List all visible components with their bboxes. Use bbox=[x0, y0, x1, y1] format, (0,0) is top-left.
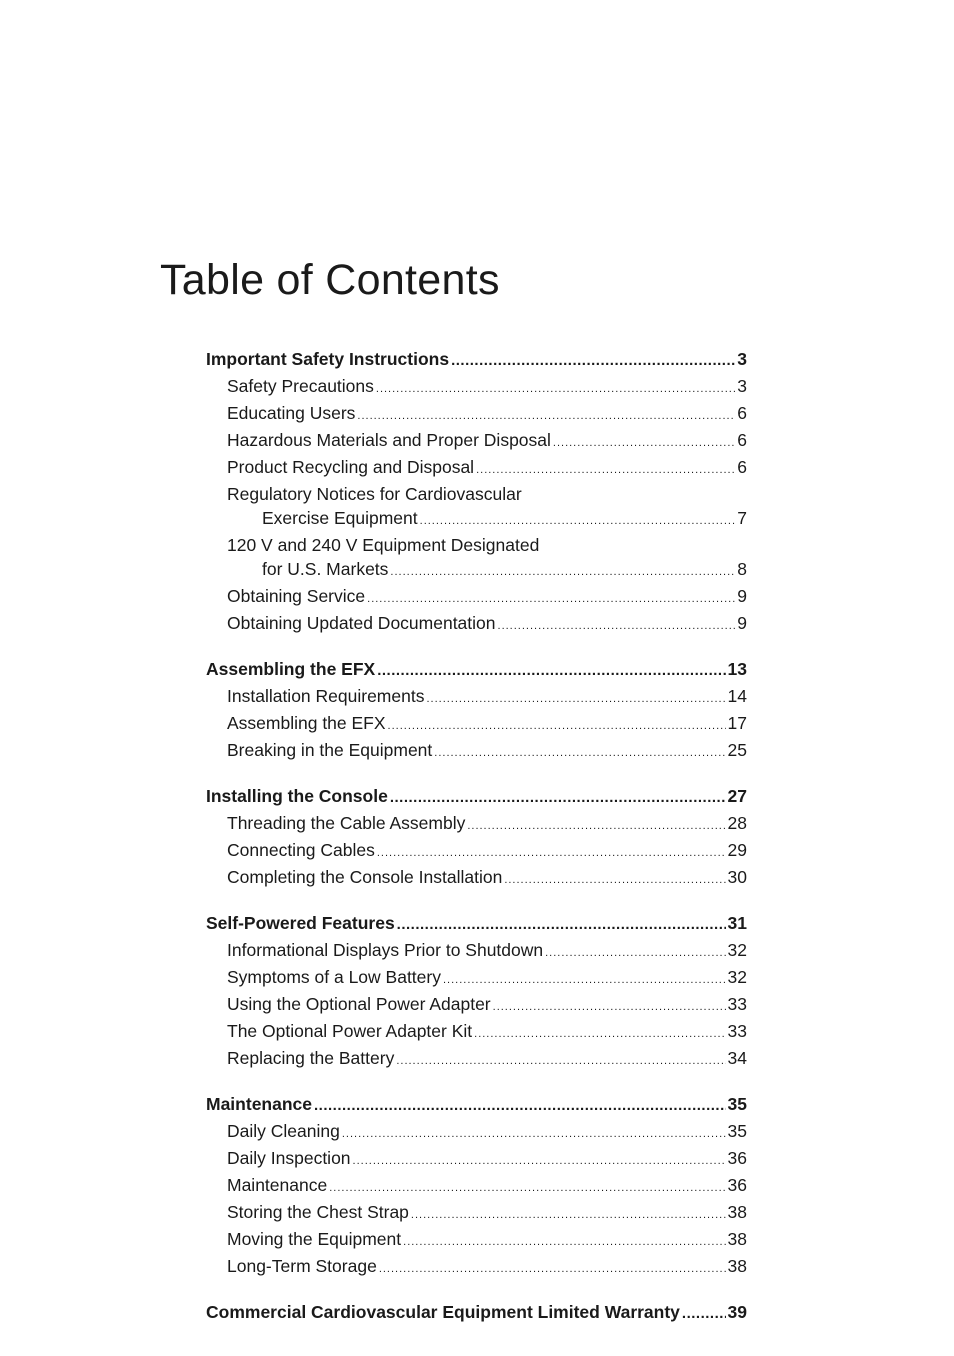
toc-entry-label: The Optional Power Adapter Kit bbox=[227, 1021, 473, 1041]
toc-page-number: 33 bbox=[727, 1021, 747, 1041]
toc-entry-label: 120 V and 240 V Equipment Designated bbox=[227, 535, 540, 555]
toc-page-number: 14 bbox=[727, 686, 747, 706]
dot-leader bbox=[390, 785, 726, 811]
dot-leader bbox=[443, 968, 726, 992]
toc-entry[interactable] bbox=[206, 482, 747, 506]
toc-entry-label: Obtaining Service bbox=[227, 586, 366, 606]
toc-entry-label: Educating Users bbox=[227, 403, 356, 423]
page-title: Table of Contents bbox=[160, 256, 500, 304]
toc-page-number: 36 bbox=[727, 1148, 747, 1168]
toc-entry-label: Hazardous Materials and Proper Disposal bbox=[227, 430, 551, 450]
toc-entry[interactable] bbox=[206, 1046, 747, 1073]
toc-entry[interactable] bbox=[206, 684, 747, 711]
toc-entry-label: Assembling the EFX bbox=[206, 659, 376, 679]
toc-page-number: 33 bbox=[727, 994, 747, 1014]
toc-entry[interactable] bbox=[206, 611, 747, 638]
dot-leader bbox=[467, 814, 725, 838]
dot-leader bbox=[682, 1301, 726, 1327]
toc-entry-label: Installation Requirements bbox=[227, 686, 425, 706]
toc-entry[interactable] bbox=[206, 1227, 747, 1254]
toc-entry[interactable] bbox=[206, 811, 747, 838]
toc-entry-label: for U.S. Markets bbox=[262, 559, 389, 579]
toc-entry-label: Maintenance bbox=[227, 1175, 328, 1195]
toc-entry-label: Assembling the EFX bbox=[227, 713, 386, 733]
toc-entry[interactable] bbox=[206, 738, 747, 765]
toc-entry-label: Daily Cleaning bbox=[227, 1121, 340, 1141]
toc-entry[interactable] bbox=[206, 584, 747, 611]
toc-section bbox=[206, 346, 747, 638]
dot-leader bbox=[476, 458, 735, 482]
dot-leader bbox=[498, 614, 736, 638]
toc-page-number: 32 bbox=[727, 940, 747, 960]
dot-leader bbox=[357, 404, 735, 428]
toc-section bbox=[206, 1299, 747, 1327]
toc-entry-label: Regulatory Notices for Cardiovascular bbox=[227, 484, 522, 504]
toc-entry[interactable] bbox=[206, 992, 747, 1019]
toc-section-heading[interactable] bbox=[206, 910, 747, 938]
toc-entry[interactable] bbox=[206, 965, 747, 992]
toc-entry-label: Installing the Console bbox=[206, 786, 388, 806]
toc-entry-label: Obtaining Updated Documentation bbox=[227, 613, 496, 633]
dot-leader bbox=[545, 941, 725, 965]
toc-entry-label: Self-Powered Features bbox=[206, 913, 395, 933]
toc-page-number: 39 bbox=[727, 1302, 747, 1322]
toc-section bbox=[206, 656, 747, 765]
dot-leader bbox=[553, 431, 735, 455]
toc-page-number: 8 bbox=[737, 559, 747, 579]
toc-page-number: 13 bbox=[727, 659, 747, 679]
toc-entry[interactable] bbox=[206, 1119, 747, 1146]
toc-entry-label: Maintenance bbox=[206, 1094, 312, 1114]
toc-entry-label: Commercial Cardiovascular Equipment Limited Warranty bbox=[206, 1302, 680, 1322]
dot-leader bbox=[353, 1149, 726, 1173]
toc-section-heading[interactable] bbox=[206, 1299, 747, 1327]
dot-leader bbox=[314, 1093, 726, 1119]
dot-leader bbox=[420, 509, 736, 533]
toc-entry-label: Important Safety Instructions bbox=[206, 349, 450, 369]
toc-entry-continuation[interactable] bbox=[206, 506, 747, 533]
toc-entry[interactable] bbox=[206, 428, 747, 455]
toc-section bbox=[206, 783, 747, 892]
dot-leader bbox=[474, 1022, 725, 1046]
toc-page-number: 7 bbox=[737, 508, 747, 528]
toc-entry[interactable] bbox=[206, 711, 747, 738]
toc-entry-label: Threading the Cable Assembly bbox=[227, 813, 466, 833]
toc-entry-label: Completing the Console Installation bbox=[227, 867, 503, 887]
toc-entry[interactable] bbox=[206, 1173, 747, 1200]
toc-section-heading[interactable] bbox=[206, 656, 747, 684]
toc-page-number: 31 bbox=[727, 913, 747, 933]
toc-entry-label: Symptoms of a Low Battery bbox=[227, 967, 441, 987]
toc-entry[interactable] bbox=[206, 938, 747, 965]
toc-page-number: 29 bbox=[727, 840, 747, 860]
toc-entry[interactable] bbox=[206, 838, 747, 865]
dot-leader bbox=[451, 348, 735, 374]
toc-entry-label: Safety Precautions bbox=[227, 376, 374, 396]
toc-entry[interactable] bbox=[206, 865, 747, 892]
dot-leader bbox=[504, 868, 725, 892]
toc-entry-label: Daily Inspection bbox=[227, 1148, 351, 1168]
toc-page-number: 17 bbox=[727, 713, 747, 733]
toc-page-number: 27 bbox=[727, 786, 747, 806]
dot-leader bbox=[493, 995, 726, 1019]
toc-entry-label: Long-Term Storage bbox=[227, 1256, 377, 1276]
toc-page-number: 9 bbox=[737, 586, 747, 606]
toc-entry[interactable] bbox=[206, 401, 747, 428]
toc-section-heading[interactable] bbox=[206, 1091, 747, 1119]
toc-entry-label: Moving the Equipment bbox=[227, 1229, 402, 1249]
toc-entry-label: Using the Optional Power Adapter bbox=[227, 994, 491, 1014]
dot-leader bbox=[396, 1049, 725, 1073]
toc-page-number: 3 bbox=[737, 376, 747, 396]
dot-leader bbox=[329, 1176, 725, 1200]
toc-section bbox=[206, 1091, 747, 1281]
toc-entry[interactable] bbox=[206, 1146, 747, 1173]
toc-page-number: 9 bbox=[737, 613, 747, 633]
toc-page-number: 38 bbox=[727, 1202, 747, 1222]
toc-entry-label: Informational Displays Prior to Shutdown bbox=[227, 940, 544, 960]
dot-leader bbox=[426, 687, 725, 711]
toc-entry-label: Connecting Cables bbox=[227, 840, 375, 860]
toc-page-number: 35 bbox=[727, 1121, 747, 1141]
toc-page-number: 6 bbox=[737, 430, 747, 450]
toc-entry-label: Exercise Equipment bbox=[262, 508, 418, 528]
toc-section-heading[interactable] bbox=[206, 346, 747, 374]
toc-page-number: 34 bbox=[727, 1048, 747, 1068]
table-of-contents bbox=[206, 346, 747, 1345]
toc-entry[interactable] bbox=[206, 455, 747, 482]
toc-entry[interactable] bbox=[206, 1254, 747, 1281]
toc-entry-label: Replacing the Battery bbox=[227, 1048, 395, 1068]
dot-leader bbox=[377, 658, 725, 684]
toc-entry-continuation[interactable] bbox=[206, 557, 747, 584]
toc-page-number: 3 bbox=[737, 349, 747, 369]
toc-entry-label: Breaking in the Equipment bbox=[227, 740, 433, 760]
dot-leader bbox=[367, 587, 735, 611]
toc-page-number: 36 bbox=[727, 1175, 747, 1195]
toc-page-number: 25 bbox=[727, 740, 747, 760]
dot-leader bbox=[434, 741, 725, 765]
dot-leader bbox=[379, 1257, 726, 1281]
toc-entry[interactable] bbox=[206, 374, 747, 401]
toc-page-number: 32 bbox=[727, 967, 747, 987]
toc-entry[interactable] bbox=[206, 1019, 747, 1046]
toc-section-heading[interactable] bbox=[206, 783, 747, 811]
toc-page-number: 28 bbox=[727, 813, 747, 833]
toc-page-number: 35 bbox=[727, 1094, 747, 1114]
toc-page-number: 6 bbox=[737, 457, 747, 477]
toc-section bbox=[206, 910, 747, 1073]
dot-leader bbox=[388, 714, 726, 738]
dot-leader bbox=[376, 377, 735, 401]
dot-leader bbox=[377, 841, 726, 865]
toc-page-number: 6 bbox=[737, 403, 747, 423]
toc-entry-label: Product Recycling and Disposal bbox=[227, 457, 475, 477]
toc-page-number: 38 bbox=[727, 1229, 747, 1249]
dot-leader bbox=[390, 560, 735, 584]
dot-leader bbox=[397, 912, 726, 938]
toc-entry-label: Storing the Chest Strap bbox=[227, 1202, 409, 1222]
dot-leader bbox=[403, 1230, 725, 1254]
toc-page-number: 30 bbox=[727, 867, 747, 887]
toc-entry[interactable] bbox=[206, 533, 747, 557]
dot-leader bbox=[342, 1122, 726, 1146]
dot-leader bbox=[411, 1203, 726, 1227]
toc-page-number: 38 bbox=[727, 1256, 747, 1276]
toc-entry[interactable] bbox=[206, 1200, 747, 1227]
